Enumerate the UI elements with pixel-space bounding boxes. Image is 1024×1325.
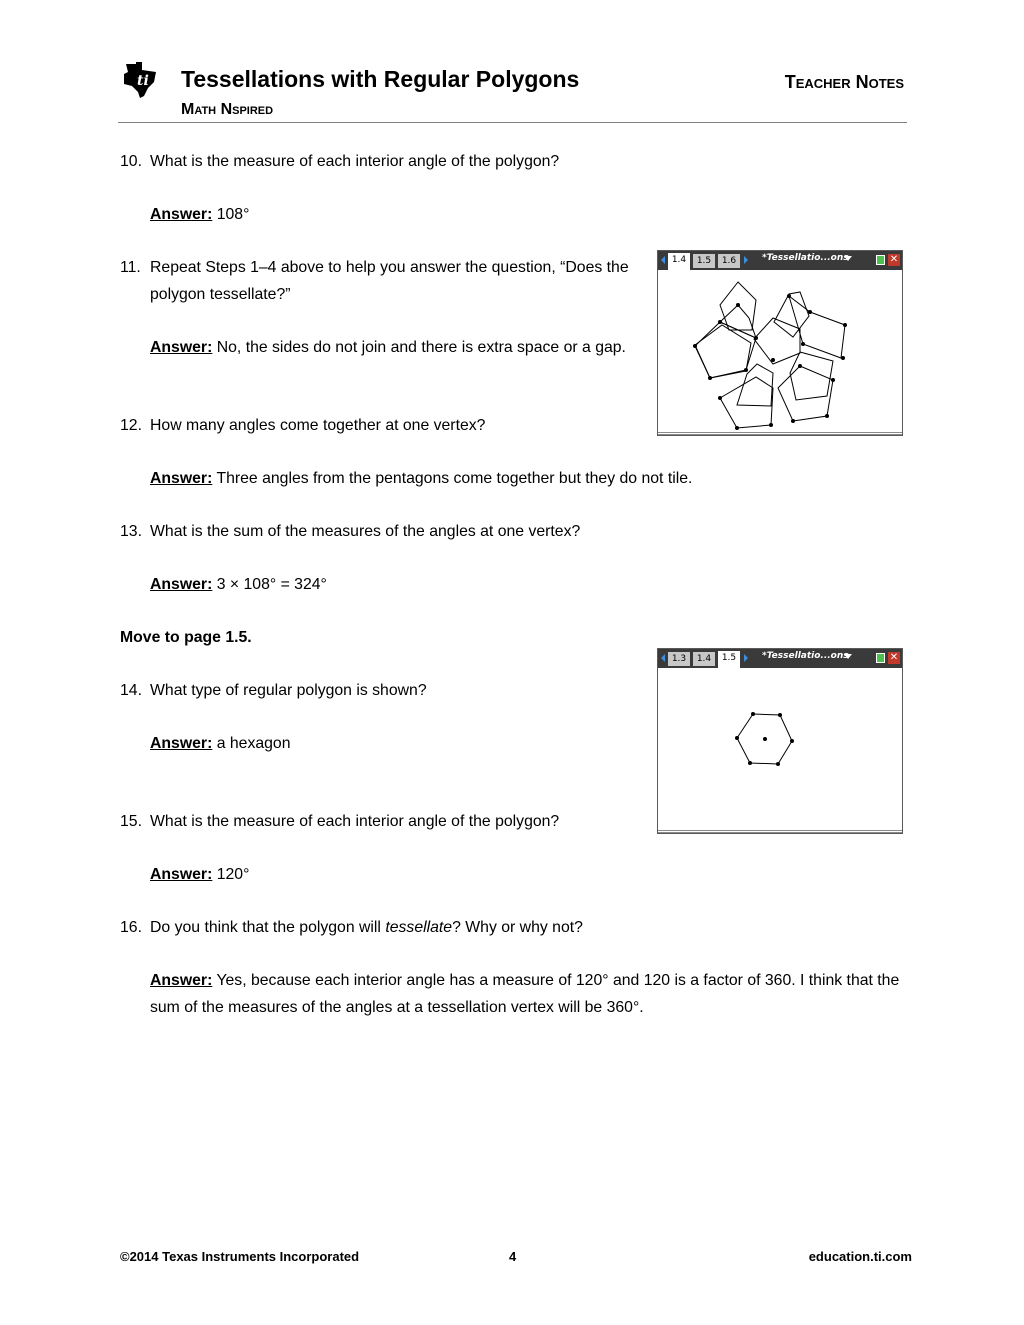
question-number: 11. — [120, 259, 141, 276]
question-13 — [120, 518, 910, 545]
answer-13 — [150, 571, 910, 598]
hexagon-figure — [658, 668, 902, 830]
ti-logo — [120, 60, 160, 100]
answer-16 — [150, 967, 910, 1021]
calculator-screenshot-pentagons — [657, 250, 903, 436]
answer-label: Answer: — [150, 972, 213, 989]
calculator-toolbar — [658, 251, 902, 270]
tab-1-6: 1.6 — [718, 254, 740, 268]
question-text: Do you think that the polygon will tessellate? Why or why not? — [150, 919, 583, 936]
graph-screen — [658, 668, 902, 833]
question-number: 10. — [120, 153, 142, 170]
graph-screen — [658, 270, 902, 435]
document-filename: *Tessellatio...ons — [762, 253, 849, 263]
previous-page-arrow-icon — [661, 256, 665, 264]
emphasized-term: tessellate — [385, 919, 453, 936]
footer-copyright: ©2014 Texas Instruments Incorporated — [120, 1249, 360, 1264]
answer-text: a hexagon — [216, 735, 291, 752]
teacher-notes-label: Teacher Notes — [784, 72, 904, 92]
previous-page-arrow-icon — [661, 654, 665, 662]
answer-text: 120° — [216, 866, 250, 883]
tab-1-4: 1.4 — [693, 652, 715, 666]
answer-11 — [150, 334, 630, 361]
tab-1-5: 1.5 — [718, 651, 740, 668]
answer-label: Answer: — [150, 470, 213, 487]
answer-text: Yes, because each interior angle has a measure of 120° and 120 is a factor of 360. I think that the sum of the measures of the angles at a tessellation vertex will be 360°. — [150, 972, 900, 1016]
next-page-arrow-icon — [744, 256, 748, 264]
chevron-down-icon — [844, 654, 852, 659]
question-number: 13. — [120, 523, 142, 540]
next-page-arrow-icon — [744, 654, 748, 662]
pentagon-figure — [658, 270, 902, 432]
battery-icon — [876, 255, 885, 265]
answer-15 — [150, 861, 910, 888]
document-filename: *Tessellatio...ons — [762, 651, 849, 661]
chevron-down-icon — [844, 256, 852, 261]
close-icon: ✕ — [889, 254, 899, 265]
answer-label: Answer: — [150, 339, 213, 356]
answer-text: 108° — [216, 206, 250, 223]
calculator-screenshot-hexagon — [657, 648, 903, 834]
battery-icon — [876, 653, 885, 663]
close-icon: ✕ — [889, 652, 899, 663]
tab-1-5: 1.5 — [693, 254, 715, 268]
tab-1-4: 1.4 — [668, 253, 690, 270]
question-16 — [120, 914, 910, 941]
tab-1-3: 1.3 — [668, 652, 690, 666]
move-to-page-instruction: Move to page 1.5. — [120, 629, 252, 646]
document-subtitle: Math Nspired — [181, 101, 274, 118]
answer-10 — [150, 201, 910, 228]
question-10 — [120, 148, 910, 175]
answer-label: Answer: — [150, 866, 213, 883]
question-number: 12. — [120, 417, 142, 434]
question-number: 14. — [120, 682, 142, 699]
answer-text: 3 × 108° = 324° — [216, 576, 327, 593]
answer-12 — [150, 465, 910, 492]
header-divider — [118, 122, 907, 123]
answer-label: Answer: — [150, 206, 213, 223]
question-11 — [120, 254, 630, 308]
footer-website: education.ti.com — [808, 1249, 912, 1264]
question-number: 15. — [120, 813, 142, 830]
answer-label: Answer: — [150, 576, 213, 593]
svg-text:ti: ti — [137, 73, 149, 89]
question-text: What is the sum of the measures of the angles at one vertex? — [150, 523, 581, 540]
question-text: What is the measure of each interior angle of the polygon? — [150, 813, 560, 830]
question-text: What is the measure of each interior angle of the polygon? — [150, 153, 560, 170]
question-number: 16. — [120, 919, 142, 936]
question-text: How many angles come together at one vertex? — [150, 417, 486, 434]
footer-page-number: 4 — [509, 1249, 517, 1264]
answer-text: No, the sides do not join and there is extra space or a gap. — [216, 339, 626, 356]
calculator-toolbar — [658, 649, 902, 668]
answer-text: Three angles from the pentagons come together but they do not tile. — [216, 470, 693, 487]
document-title: Tessellations with Regular Polygons — [181, 66, 580, 92]
answer-label: Answer: — [150, 735, 213, 752]
question-text: What type of regular polygon is shown? — [150, 682, 427, 699]
question-text: Repeat Steps 1–4 above to help you answer the question, “Does the polygon tessellate?” — [150, 259, 629, 303]
